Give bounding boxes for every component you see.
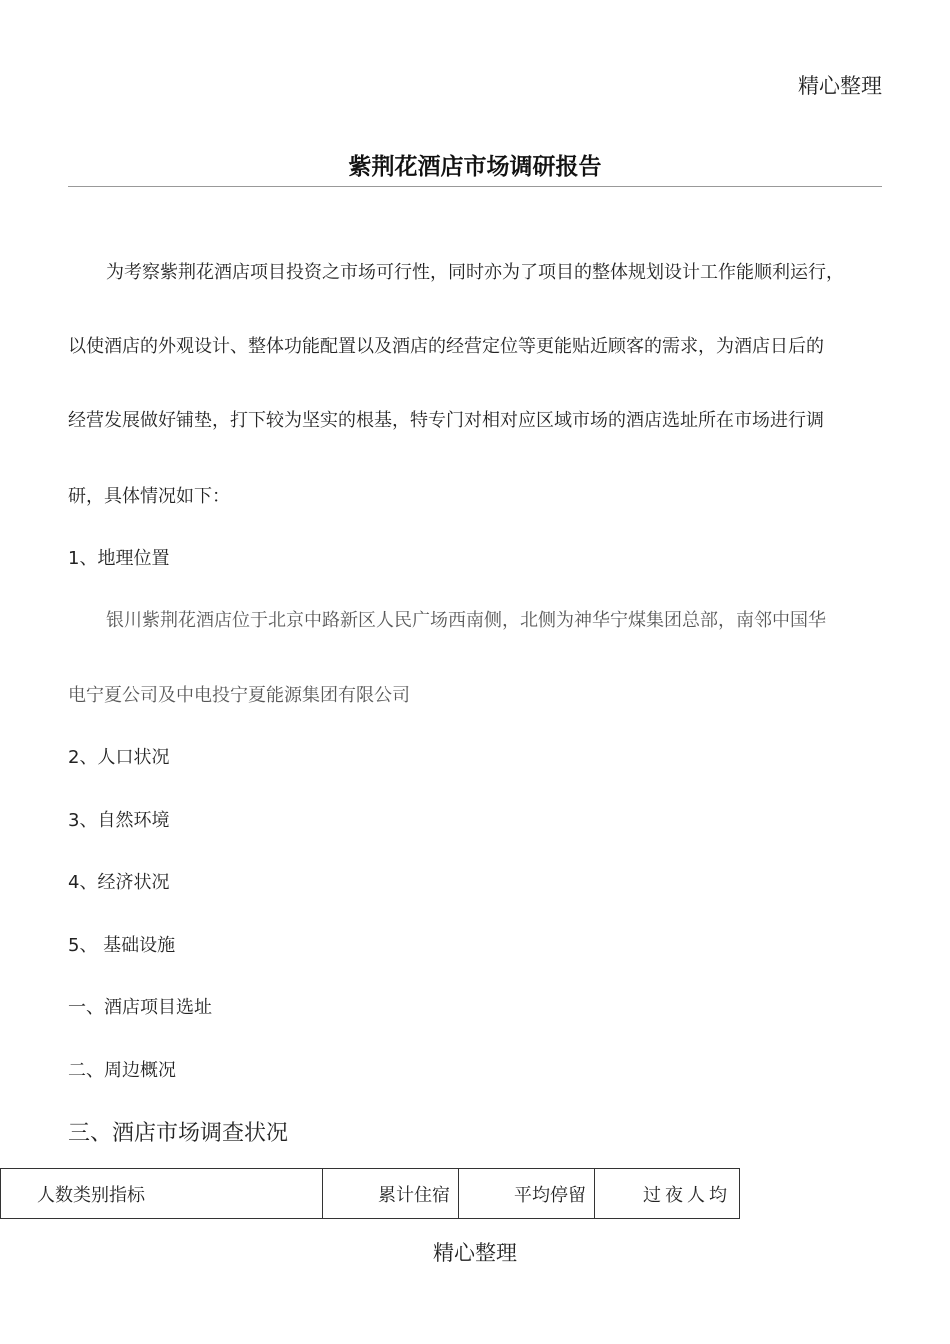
- section-4-heading: 4、经济状况: [68, 872, 170, 893]
- title-divider: [68, 186, 882, 187]
- chapter-2-heading: 二、周边概况: [68, 1060, 176, 1081]
- header-watermark: 精心整理: [798, 74, 882, 98]
- section-2-heading: 2、人口状况: [68, 747, 170, 768]
- section-1-heading: 1、地理位置: [68, 548, 170, 569]
- table-header-cell: 平均停留: [459, 1169, 595, 1218]
- section-1-body-line-1: 银川紫荆花酒店位于北京中路新区人民广场西南侧，北侧为神华宁煤集团总部，南邻中国华: [106, 610, 826, 631]
- intro-line-2: 以使酒店的外观设计、整体功能配置以及酒店的经营定位等更能贴近顾客的需求，为酒店日后的: [68, 336, 824, 357]
- table-header-cell: 过夜人均: [643, 1184, 731, 1206]
- document-title: 紫荆花酒店市场调研报告: [348, 154, 602, 180]
- intro-line-1: 为考察紫荆花酒店项目投资之市场可行性，同时亦为了项目的整体规划设计工作能顺利运行，: [106, 262, 844, 283]
- intro-line-4: 研，具体情况如下：: [68, 486, 230, 507]
- section-5-heading: 5、 基础设施: [68, 935, 176, 956]
- chapter-1-heading: 一、酒店项目选址: [68, 997, 212, 1018]
- section-1-body-line-2: 电宁夏公司及中电投宁夏能源集团有限公司: [68, 685, 410, 706]
- table-header-cell: 人数类别指标: [1, 1169, 323, 1218]
- chapter-3-heading: 三、酒店市场调查状况: [68, 1121, 289, 1146]
- footer-watermark: 精心整理: [433, 1241, 517, 1265]
- intro-line-3: 经营发展做好铺垫，打下较为坚实的根基，特专门对相对应区域市场的酒店选址所在市场进行调: [68, 410, 824, 431]
- section-3-heading: 3、自然环境: [68, 810, 170, 831]
- table-header-cell: 累计住宿: [323, 1169, 459, 1218]
- market-survey-table: [0, 1168, 740, 1219]
